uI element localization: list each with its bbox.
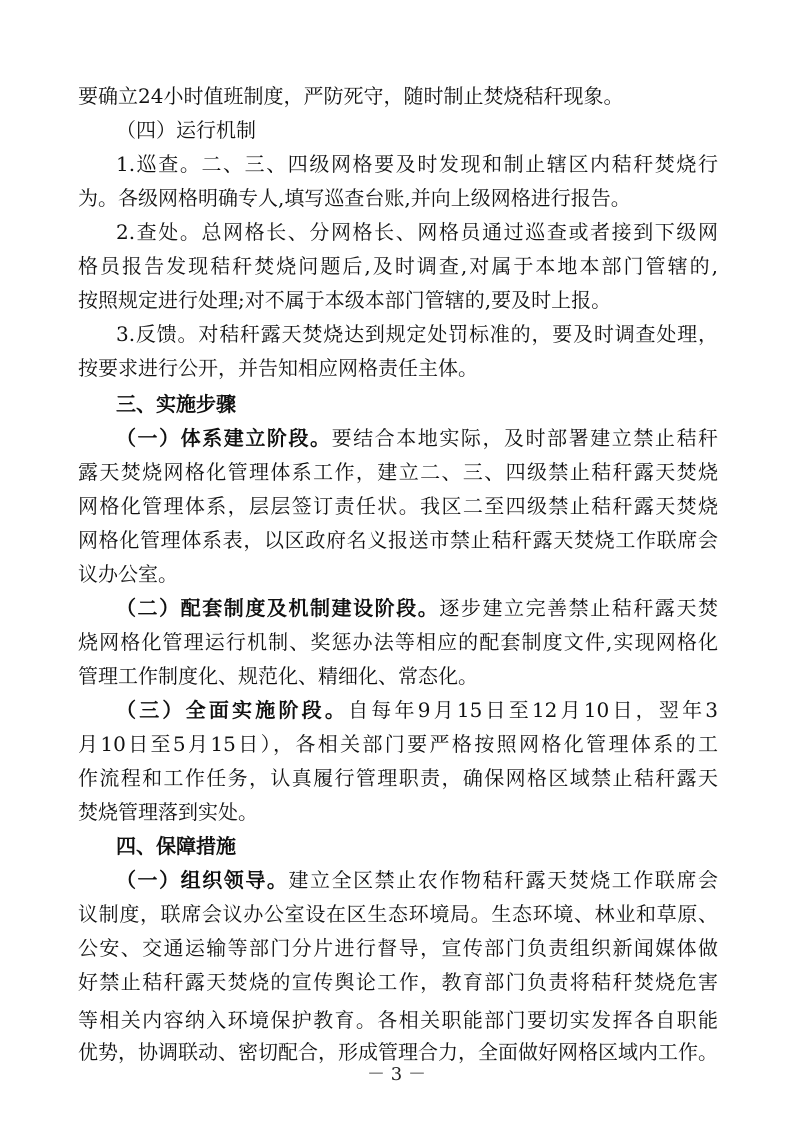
page-number: － 3 －: [367, 1064, 426, 1085]
paragraph-line: 2.查处。总网格长、分网格长、网格员通过巡查或者接到下级网: [116, 220, 718, 244]
section-heading: 四、保障措施: [116, 834, 236, 858]
paragraph-line: 露天焚烧网格化管理体系工作，建立二、三、四级禁止秸秆露天焚烧: [78, 460, 718, 484]
paragraph-text: 自每年9月15日至12月10日，翌年3: [348, 698, 718, 722]
subsection-heading: （四）运行机制: [116, 118, 256, 142]
paragraph-lead: （一）组织领导。: [116, 868, 289, 892]
paragraph-line: [78, 592, 718, 624]
paragraph-line: [78, 422, 718, 454]
paragraph-text: 要结合本地实际，及时部署建立禁止秸秆: [331, 426, 718, 450]
paragraph-line: 公安、交通运输等部门分片进行督导，宣传部门负责组织新闻媒体做: [78, 936, 718, 960]
paragraph-text: 建立全区禁止农作物秸秆露天焚烧工作联席会: [288, 868, 718, 892]
paragraph-line: 3.反馈。对秸秆露天焚烧达到规定处罚标准的，要及时调查处理，: [116, 322, 718, 346]
paragraph-line: 按照规定进行处理;对不属于本级本部门管辖的,要及时上报。: [78, 288, 612, 312]
paragraph-line: 好禁止秸秆露天焚烧的宣传舆论工作，教育部门负责将秸秆焚烧危害: [78, 970, 718, 994]
paragraph-line: 作流程和工作任务，认真履行管理职责，确保网格区域禁止秸秆露天: [78, 766, 718, 790]
paragraph-line: 管理工作制度化、规范化、精细化、常态化。: [78, 664, 478, 688]
paragraph-lead: （二）配套制度及机制建设阶段。: [116, 596, 440, 620]
paragraph-text: 逐步建立完善禁止秸秆露天焚: [439, 596, 718, 620]
paragraph-line: 网格化管理体系，层层签订责任状。我区二至四级禁止秸秆露天焚烧: [78, 494, 718, 518]
paragraph-line: 为。各级网格明确专人,填写巡查台账,并向上级网格进行报告。: [78, 186, 631, 210]
section-heading: 三、实施步骤: [116, 392, 236, 416]
paragraph-line: 按要求进行公开，并告知相应网格责任主体。: [78, 356, 478, 380]
paragraph-lead: （一）体系建立阶段。: [116, 426, 332, 450]
paragraph-line: 优势，协调联动、密切配合，形成管理合力，全面做好网格区域内工作。: [78, 1040, 718, 1064]
paragraph-line: 月10日至5月15日），各相关部门要严格按照网格化管理体系的工: [78, 732, 718, 756]
paragraph-line: 焚烧管理落到实处。: [78, 800, 258, 824]
paragraph-line: 格员报告发现秸秆焚烧问题后,及时调查,对属于本地本部门管辖的,: [78, 254, 718, 278]
paragraph-line: 1.巡查。二、三、四级网格要及时发现和制止辖区内秸秆焚烧行: [116, 152, 718, 176]
paragraph-line: 议制度，联席会议办公室设在区生态环境局。生态环境、林业和草原、: [78, 902, 718, 926]
paragraph-line: 等相关内容纳入环境保护教育。各相关职能部门要切实发挥各自职能: [78, 1008, 718, 1032]
paragraph-line: 烧网格化管理运行机制、奖惩办法等相应的配套制度文件,实现网格化: [78, 630, 718, 654]
paragraph-line: 议办公室。: [78, 562, 178, 586]
paragraph-line: [78, 694, 718, 726]
paragraph-lead: （三）全面实施阶段。: [116, 698, 349, 722]
paragraph-line: 要确立24小时值班制度，严防死守，随时制止焚烧秸秆现象。: [78, 84, 624, 108]
paragraph-line: 网格化管理体系表，以区政府名义报送市禁止秸秆露天焚烧工作联席会: [78, 528, 718, 552]
paragraph-line: [78, 864, 718, 896]
